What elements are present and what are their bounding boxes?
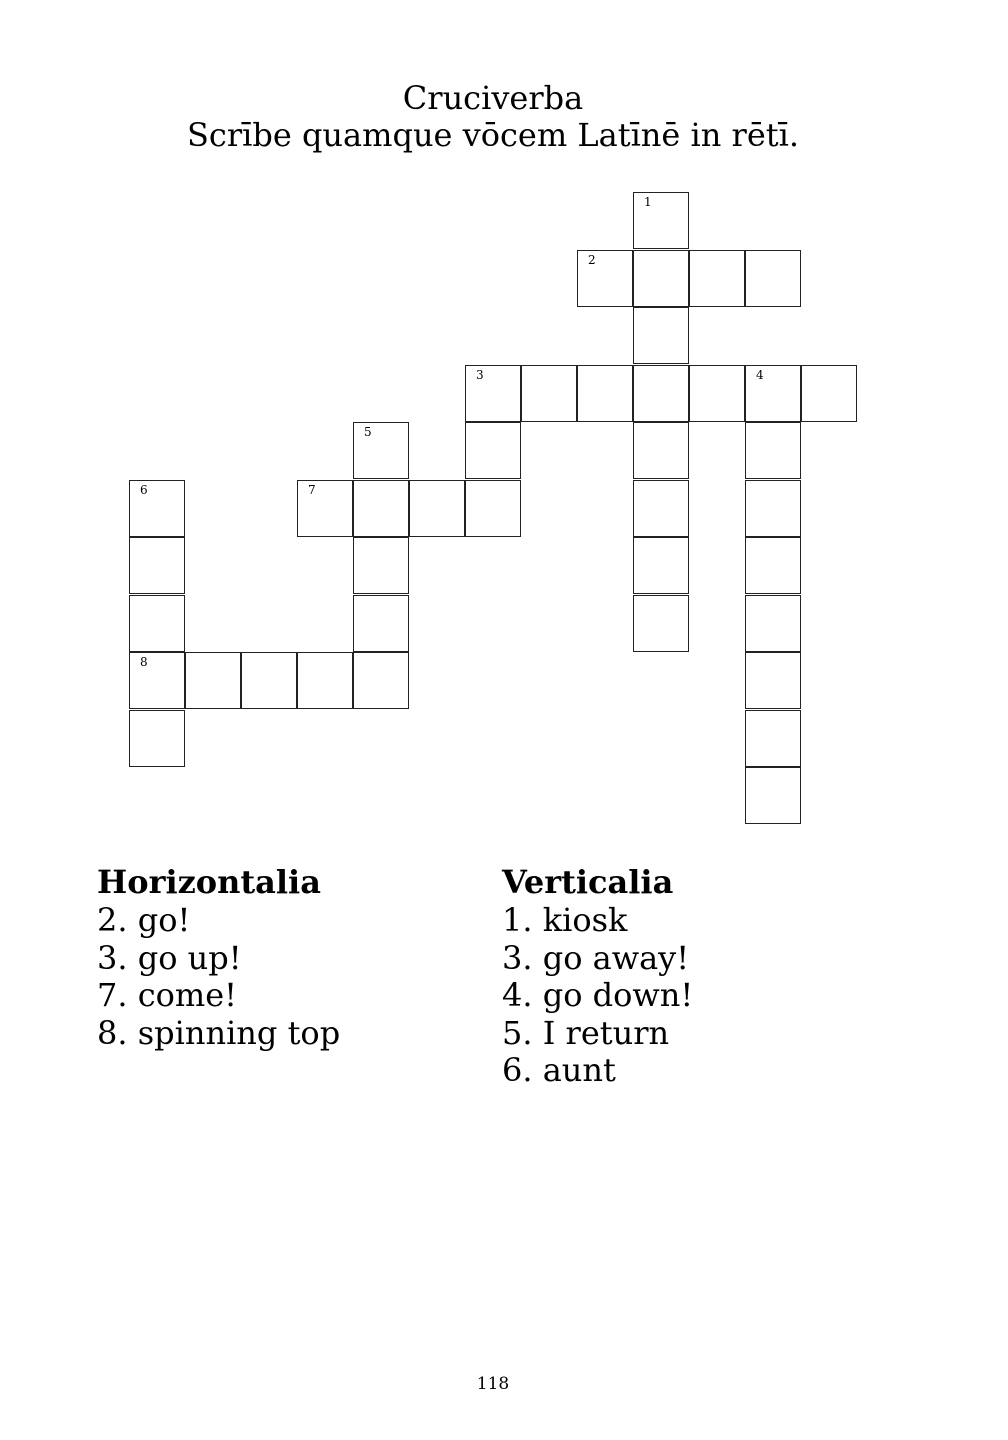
crossword-cell[interactable]: [633, 537, 689, 594]
crossword-cell[interactable]: [633, 595, 689, 652]
down-clues-section: [502, 862, 902, 1090]
crossword-cell[interactable]: [689, 250, 745, 307]
crossword-cell[interactable]: [689, 365, 745, 422]
across-clue: 8. spinning top: [97, 1013, 341, 1052]
crossword-cell[interactable]: [241, 652, 297, 709]
crossword-cell[interactable]: [745, 365, 801, 422]
crossword-cell[interactable]: [745, 767, 801, 824]
clue-number: 8: [140, 655, 148, 669]
crossword-cell[interactable]: [353, 537, 409, 594]
crossword-cell[interactable]: [409, 480, 465, 537]
crossword-cell[interactable]: [129, 595, 185, 652]
crossword-cell[interactable]: [577, 250, 633, 307]
crossword-cell[interactable]: [745, 652, 801, 709]
clue-number: 7: [308, 482, 316, 497]
clue-number: 6: [140, 482, 148, 497]
crossword-cell[interactable]: [353, 595, 409, 652]
down-clue: 1. kiosk: [502, 901, 628, 939]
clue-number: 2: [588, 252, 596, 267]
crossword-cell[interactable]: [745, 595, 801, 652]
crossword-cell[interactable]: [465, 422, 521, 479]
down-heading: Verticalia: [502, 863, 674, 901]
crossword-cell[interactable]: [129, 537, 185, 594]
crossword-cell[interactable]: [577, 365, 633, 422]
crossword-cell[interactable]: [353, 480, 409, 537]
crossword-cell[interactable]: [129, 710, 185, 767]
crossword-cell[interactable]: [745, 537, 801, 594]
crossword-cell[interactable]: [745, 422, 801, 479]
across-clue: 7. come!: [97, 976, 238, 1014]
down-clue: 6. aunt: [502, 1051, 616, 1089]
crossword-cell[interactable]: [633, 250, 689, 307]
crossword-cell[interactable]: [633, 307, 689, 364]
across-clue-list: [97, 902, 477, 1052]
crossword-cell[interactable]: [633, 422, 689, 479]
crossword-cell[interactable]: [129, 480, 185, 537]
crossword-cell[interactable]: [353, 422, 409, 479]
crossword-cell[interactable]: [745, 250, 801, 307]
crossword-cell[interactable]: [297, 480, 353, 537]
crossword-cell[interactable]: [185, 652, 241, 709]
clue-number: 5: [364, 425, 372, 439]
page-title: Cruciverba: [402, 79, 584, 117]
crossword-cell[interactable]: [465, 480, 521, 537]
crossword-cell[interactable]: [633, 480, 689, 537]
crossword-cell[interactable]: [745, 710, 801, 767]
clue-number: 4: [756, 367, 764, 382]
across-clue: 2. go!: [97, 901, 191, 939]
down-clue: 3. go away!: [502, 938, 690, 977]
crossword-cell[interactable]: [297, 652, 353, 709]
instructions: Scrībe quamque vōcem Latīnē in rētī.: [186, 116, 800, 154]
crossword-cell[interactable]: [801, 365, 857, 422]
crossword-cell[interactable]: [633, 365, 689, 422]
clue-number: 1: [644, 195, 652, 209]
crossword-cell[interactable]: [633, 192, 689, 249]
page-number: 118: [476, 1374, 510, 1394]
crossword-cell[interactable]: [353, 652, 409, 709]
crossword-cell[interactable]: [465, 365, 521, 422]
down-clue: 4. go down!: [502, 976, 694, 1014]
across-clue: 3. go up!: [97, 938, 242, 977]
across-clues-section: [97, 862, 477, 1052]
down-clue: 5. I return: [502, 1013, 670, 1052]
down-clue-list: [502, 902, 902, 1090]
crossword-cell[interactable]: [521, 365, 577, 422]
crossword-cell[interactable]: [745, 480, 801, 537]
crossword-cell[interactable]: [129, 652, 185, 709]
clue-number: 3: [476, 367, 484, 382]
across-heading: Horizontalia: [97, 863, 321, 901]
